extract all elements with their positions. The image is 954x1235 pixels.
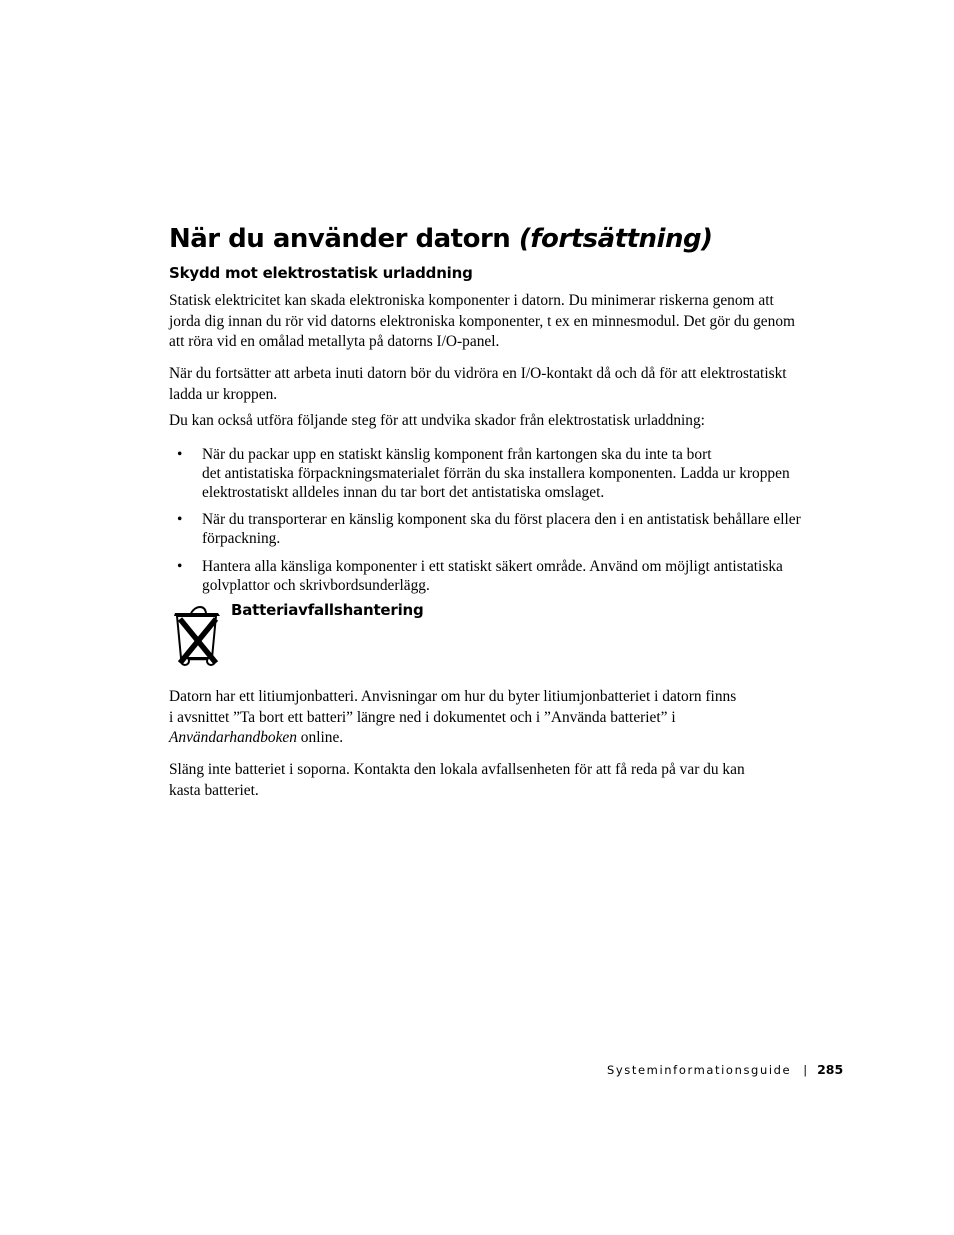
text-line: att röra vid en omålad metallyta på datorns I/O-panel. — [169, 333, 500, 351]
text-line: det antistatiska förpackningsmaterialet förrän du ska installera komponenten. Ladda ur kroppen — [202, 465, 790, 482]
esd-paragraph-3 — [169, 411, 829, 432]
esd-paragraph-2 — [169, 364, 829, 405]
crossed-out-wheelie-bin-icon — [172, 604, 224, 673]
text-line — [169, 728, 829, 749]
text-line: ladda ur kroppen. — [169, 385, 278, 403]
text-line: När du fortsätter att arbeta inuti datorn bör du vidröra en I/O-kontakt då och då för att elektrostatiskt — [169, 365, 787, 382]
page-title — [169, 221, 712, 257]
title-continuation: (fortsättning) — [518, 224, 713, 254]
page-number: 285 — [817, 1062, 844, 1077]
esd-paragraph-1 — [169, 291, 829, 353]
list-item-text — [202, 445, 790, 502]
text-fragment: online. — [296, 729, 344, 747]
text-line: Statisk elektricitet kan skada elektroniska komponenter i datorn. Du minimerar riskerna genom att — [169, 292, 774, 309]
text-line: i avsnittet ”Ta bort ett batteri” längre ned i dokumentet och i ”Använda batteriet” i — [169, 708, 676, 726]
footer-separator: | — [803, 1063, 808, 1077]
text-line: golvplattor och skrivbordsunderlägg. — [202, 577, 430, 594]
text-line: kasta batteriet. — [169, 781, 259, 799]
text-line: När du packar upp en statiskt känslig komponent från kartongen ska du inte ta bort — [202, 446, 712, 463]
text-line: förpackning. — [202, 530, 281, 547]
battery-heading: Batteriavfallshantering — [231, 601, 424, 619]
page-footer — [607, 1061, 843, 1079]
text-line: När du transporterar en känslig komponent ska du först placera den i en antistatisk behållare eller — [202, 511, 801, 528]
title-main: När du använder datorn — [169, 224, 519, 254]
text-line: Hantera alla känsliga komponenter i ett statiskt säkert område. Använd om möjligt antistatiska — [202, 558, 783, 575]
text-line: Datorn har ett litiumjonbatteri. Anvisningar om hur du byter litiumjonbatteriet i datorn finns — [169, 688, 737, 705]
esd-heading: Skydd mot elektrostatisk urladdning — [169, 264, 473, 282]
text-line: elektrostatiskt alldeles innan du tar bort det antistatiska omslaget. — [202, 484, 605, 501]
bullet-marker: • — [177, 511, 183, 528]
battery-paragraph-1 — [169, 687, 829, 749]
manual-title: Användarhandboken — [169, 729, 297, 747]
text-line: Släng inte batteriet i soporna. Kontakta den lokala avfallsenheten för att få reda på var du kan — [169, 761, 745, 778]
text-line: jorda dig innan du rör vid datorns elektroniska komponenter, t ex en minnesmodul. Det gör du genom — [169, 312, 795, 330]
footer-guide-title: Systeminformationsguide — [607, 1063, 792, 1077]
list-item-text — [202, 510, 801, 548]
list-item-text — [202, 557, 783, 595]
battery-paragraph-2 — [169, 760, 829, 801]
bullet-marker: • — [177, 558, 183, 575]
bullet-marker: • — [177, 446, 183, 463]
text-line: Du kan också utföra följande steg för att undvika skador från elektrostatisk urladdning: — [169, 412, 705, 429]
